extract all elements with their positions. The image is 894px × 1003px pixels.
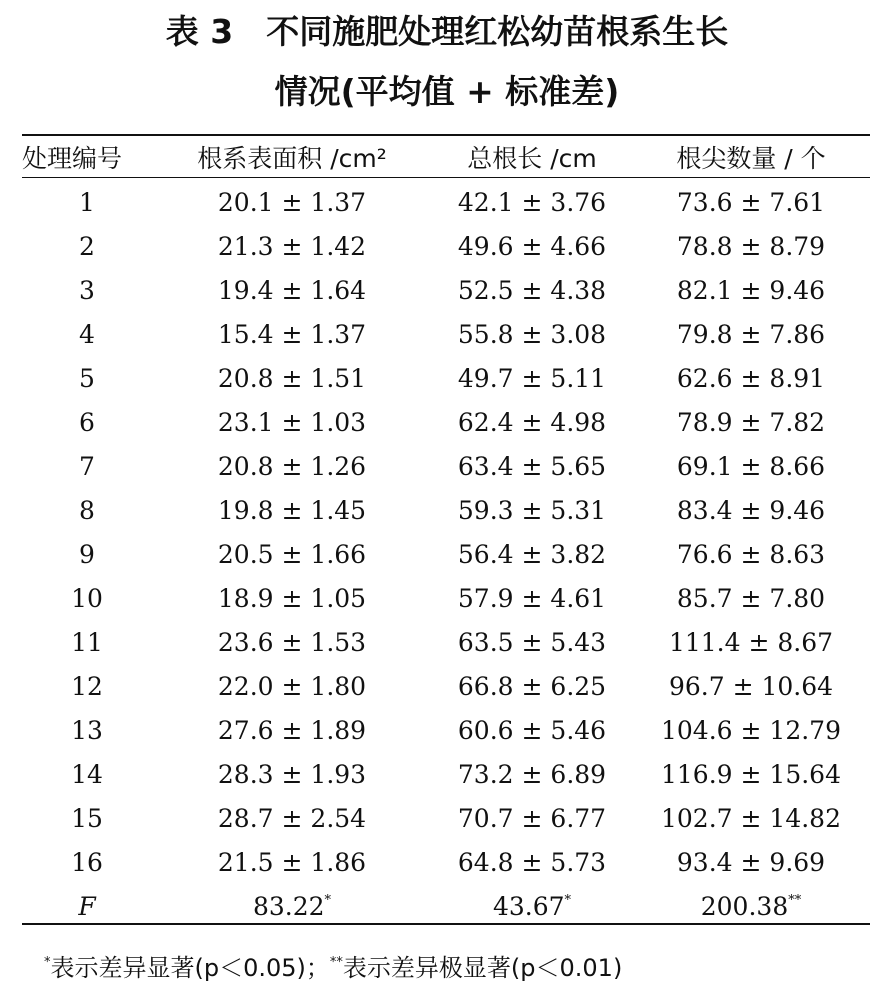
table-row — [22, 268, 870, 312]
f-statistic-row — [22, 884, 870, 928]
cell-treatment-id: 13 — [71, 715, 103, 745]
f-cell-total-length — [432, 884, 632, 928]
cell-treatment-id: 8 — [79, 495, 95, 525]
cell-treatment-id: 3 — [79, 275, 95, 305]
cell-tip-count: 73.6 ± 7.61 — [676, 187, 826, 217]
header-surface-area: 根系表面积 /cm² — [197, 143, 387, 173]
cell-treatment-id: 6 — [79, 407, 95, 437]
cell-tip-count: 111.4 ± 8.67 — [668, 627, 834, 657]
table-body — [22, 180, 870, 928]
significance-mark-surface-area: * — [324, 892, 332, 908]
cell-tip-count: 102.7 ± 14.82 — [661, 803, 841, 833]
cell-surface-area: 20.8 ± 1.26 — [217, 451, 367, 481]
header-treatment-id: 处理编号 — [22, 143, 123, 173]
cell-surface-area: 22.0 ± 1.80 — [217, 671, 367, 701]
table-row — [22, 576, 870, 620]
cell-tip-count: 96.7 ± 10.64 — [668, 671, 834, 701]
cell-total-length: 73.2 ± 6.89 — [457, 759, 607, 789]
bottom-rule — [22, 923, 870, 925]
cell-total-length: 63.5 ± 5.43 — [457, 627, 607, 657]
cell-total-length: 60.6 ± 5.46 — [457, 715, 607, 745]
cell-treatment-id: 5 — [79, 363, 95, 393]
cell-surface-area: 15.4 ± 1.37 — [217, 319, 367, 349]
table-row — [22, 356, 870, 400]
table-row — [22, 664, 870, 708]
f-cell-surface-area — [152, 884, 432, 928]
cell-tip-count: 76.6 ± 8.63 — [676, 539, 826, 569]
table-row — [22, 620, 870, 664]
header-total-length: 总根长 /cm — [467, 143, 597, 173]
cell-treatment-id: 10 — [71, 583, 103, 613]
table-row — [22, 840, 870, 884]
significance-mark-total-length: * — [564, 892, 572, 908]
f-value-total-length: 43.67 — [492, 891, 565, 921]
table-row — [22, 708, 870, 752]
table-row — [22, 444, 870, 488]
cell-tip-count: 69.1 ± 8.66 — [676, 451, 826, 481]
table-title-line-1: 表 3 不同施肥处理红松幼苗根系生长 — [165, 12, 729, 51]
cell-total-length: 49.6 ± 4.66 — [457, 231, 607, 261]
cell-total-length: 55.8 ± 3.08 — [457, 319, 607, 349]
cell-tip-count: 78.8 ± 8.79 — [676, 231, 826, 261]
table-header — [22, 136, 870, 177]
header-rule — [22, 177, 870, 178]
cell-surface-area: 27.6 ± 1.89 — [217, 715, 367, 745]
cell-treatment-id: 15 — [71, 803, 103, 833]
cell-surface-area: 21.3 ± 1.42 — [217, 231, 367, 261]
table-row — [22, 312, 870, 356]
cell-surface-area: 20.8 ± 1.51 — [217, 363, 367, 393]
cell-total-length: 66.8 ± 6.25 — [457, 671, 607, 701]
table-row — [22, 488, 870, 532]
table-row — [22, 224, 870, 268]
cell-treatment-id: 4 — [79, 319, 95, 349]
cell-treatment-id: 11 — [71, 627, 103, 657]
table-row — [22, 532, 870, 576]
cell-total-length: 49.7 ± 5.11 — [457, 363, 607, 393]
cell-total-length: 64.8 ± 5.73 — [457, 847, 607, 877]
cell-total-length: 70.7 ± 6.77 — [457, 803, 607, 833]
cell-total-length: 63.4 ± 5.65 — [457, 451, 607, 481]
cell-surface-area: 23.6 ± 1.53 — [217, 627, 367, 657]
table-row — [22, 796, 870, 840]
cell-tip-count: 104.6 ± 12.79 — [661, 715, 841, 745]
f-label: F — [78, 891, 96, 921]
header-row — [22, 136, 870, 177]
table-row — [22, 752, 870, 796]
header-tip-count: 根尖数量 / 个 — [676, 143, 826, 173]
cell-surface-area: 28.7 ± 2.54 — [217, 803, 367, 833]
cell-surface-area: 18.9 ± 1.05 — [217, 583, 367, 613]
f-value-surface-area: 83.22 — [252, 891, 325, 921]
cell-tip-count: 79.8 ± 7.86 — [676, 319, 826, 349]
table-footnote — [44, 948, 622, 988]
cell-treatment-id: 1 — [79, 187, 95, 217]
cell-surface-area: 20.1 ± 1.37 — [217, 187, 367, 217]
cell-total-length: 62.4 ± 4.98 — [457, 407, 607, 437]
cell-tip-count: 93.4 ± 9.69 — [676, 847, 826, 877]
cell-total-length: 56.4 ± 3.82 — [457, 539, 607, 569]
data-table — [22, 180, 870, 928]
cell-treatment-id: 16 — [71, 847, 103, 877]
cell-total-length: 59.3 ± 5.31 — [457, 495, 607, 525]
cell-tip-count: 116.9 ± 15.64 — [661, 759, 841, 789]
cell-tip-count: 83.4 ± 9.46 — [676, 495, 826, 525]
cell-surface-area: 20.5 ± 1.66 — [217, 539, 367, 569]
cell-treatment-id: 14 — [71, 759, 103, 789]
cell-tip-count: 82.1 ± 9.46 — [676, 275, 826, 305]
table-row — [22, 180, 870, 224]
cell-tip-count: 85.7 ± 7.80 — [676, 583, 826, 613]
table-row — [22, 400, 870, 444]
cell-surface-area: 19.4 ± 1.64 — [217, 275, 367, 305]
cell-total-length: 52.5 ± 4.38 — [457, 275, 607, 305]
footnote-mark-significant: * — [44, 955, 51, 970]
cell-total-length: 57.9 ± 4.61 — [457, 583, 607, 613]
footnote-text-highly-significant: 表示差异极显著(p＜0.01) — [342, 954, 623, 982]
footnote-mark-highly-significant: ** — [329, 955, 343, 970]
footnote-text-significant: 表示差异显著(p＜0.05)； — [50, 954, 330, 982]
cell-surface-area: 21.5 ± 1.86 — [217, 847, 367, 877]
cell-surface-area: 28.3 ± 1.93 — [217, 759, 367, 789]
cell-tip-count: 62.6 ± 8.91 — [676, 363, 826, 393]
cell-treatment-id: 2 — [79, 231, 95, 261]
cell-tip-count: 78.9 ± 7.82 — [676, 407, 826, 437]
table-title-line-2: 情况(平均值 + 标准差) — [274, 72, 620, 111]
cell-total-length: 42.1 ± 3.76 — [457, 187, 607, 217]
f-value-tip-count: 200.38 — [700, 891, 789, 921]
f-cell-tip-count — [632, 884, 870, 928]
cell-treatment-id: 9 — [79, 539, 95, 569]
cell-treatment-id: 12 — [71, 671, 103, 701]
cell-treatment-id: 7 — [79, 451, 95, 481]
cell-surface-area: 23.1 ± 1.03 — [217, 407, 367, 437]
cell-surface-area: 19.8 ± 1.45 — [217, 495, 367, 525]
significance-mark-tip-count: ** — [788, 892, 802, 908]
